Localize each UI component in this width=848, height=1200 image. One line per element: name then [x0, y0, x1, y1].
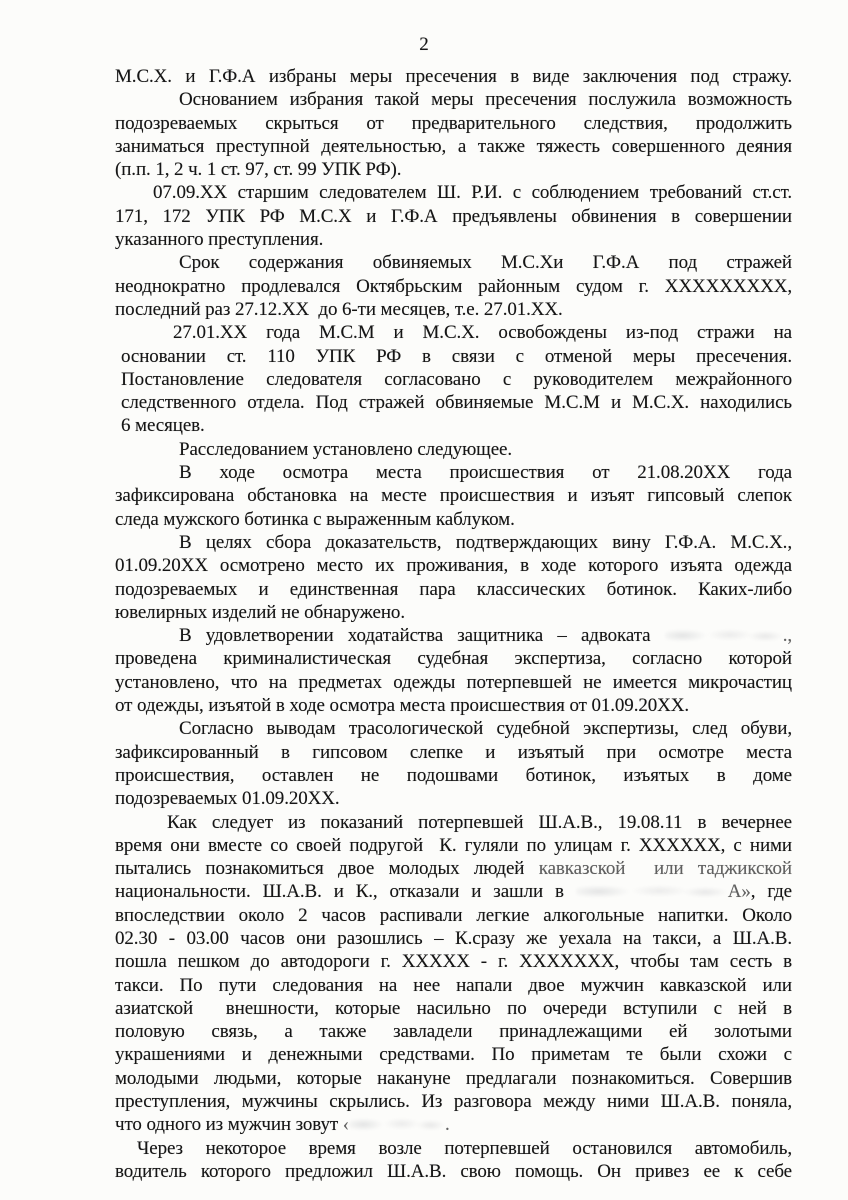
text-line [115, 764, 792, 787]
text-run: подозреваемых и единственная пара классических ботинок. Каких-либо [115, 578, 792, 600]
text-line [115, 950, 792, 973]
paragraph [121, 321, 792, 437]
text-run: азиатской внешности, которые насильно по очереди вступили с ней в [115, 997, 792, 1019]
text-line [115, 88, 792, 111]
text-line [115, 508, 792, 531]
text-line [115, 717, 792, 740]
text-run: проведена криминалистическая судебная экспертиза, согласно которой [115, 648, 792, 670]
text-run: Через некоторое время возле потерпевшей остановился автомобиль, [137, 1137, 792, 1159]
text-line [115, 554, 792, 577]
text-line [115, 228, 792, 251]
text-line [115, 904, 792, 927]
text-line [115, 601, 792, 624]
text-run: 01.09.20ХХ осмотрено место их проживания, в ходе которого изъята одежда [115, 555, 792, 577]
text-line [115, 298, 792, 321]
text-line [121, 391, 792, 414]
text-run: следственного отдела. Под стражей обвиняемые М.С.М и М.С.Х. находились [121, 392, 792, 414]
text-line [115, 694, 792, 717]
paragraph [115, 531, 792, 624]
text-line [121, 345, 792, 368]
paragraph [115, 438, 792, 461]
text-run: национальности. Ш.А.В. и К., отказали и зашли в [115, 881, 576, 903]
text-run: Как следует из показаний потерпевшей Ш.А.В., 19.08.11 в вечернее [167, 811, 792, 833]
paragraph [115, 181, 792, 251]
text-run: впоследствии около 2 часов распивали легкие алкогольные напитки. Около [115, 904, 792, 926]
text-run: пошла пешком до автодороги г. ХХХХХ - г. ХХХХХХХ, чтобы там сесть в [115, 951, 792, 973]
paragraph [115, 88, 792, 181]
text-run: половую связь, а также завладели принадлежащими ей золотыми [115, 1021, 792, 1043]
text-run: В удовлетворении ходатайства защитника – адвоката [179, 625, 665, 647]
text-line [115, 671, 792, 694]
text-line [115, 438, 792, 461]
text-run: молодыми людьми, которые накануне предлагали познакомиться. Совершив [115, 1067, 792, 1089]
text-run: Согласно выводам трасологической судебной экспертизы, след обуви, [179, 718, 792, 740]
text-line [115, 974, 792, 997]
paragraph [115, 624, 792, 717]
text-line [115, 112, 792, 135]
paragraph [115, 1137, 792, 1184]
text-line [115, 1113, 792, 1136]
paragraph [115, 65, 792, 88]
text-run: водитель которого предложил Ш.А.В. свою помощь. Он привез ее к себе [115, 1160, 792, 1182]
text-run: Основанием избрания такой меры пресечения послужила возможность [179, 89, 792, 111]
faded-text-run: кавказской или таджикской [538, 858, 792, 880]
text-line [115, 1043, 792, 1066]
text-line [115, 927, 792, 950]
text-run: 6 месяцев. [121, 415, 205, 437]
text-run: 171, 172 УПК РФ М.С.Х и Г.Ф.А предъявлены обвинения в совершении [115, 205, 792, 227]
text-line [115, 624, 792, 647]
text-run: подозреваемых скрыться от предварительного следствия, продолжить [115, 112, 792, 134]
text-line [115, 531, 792, 554]
text-line [115, 1020, 792, 1043]
text-line [115, 997, 792, 1020]
text-run: происшествия, оставлен не подошвами ботинок, изъятых в доме [115, 764, 792, 786]
text-run: основании ст. 110 УПК РФ в связи с отменой меры пресечения. [121, 345, 792, 367]
text-line [115, 1090, 792, 1113]
text-run: зафиксирована обстановка на месте происшествия и изъят гипсовый слепок [115, 485, 792, 507]
text-run: что одного из мужчин зовут [115, 1114, 343, 1136]
paragraph [115, 461, 792, 531]
text-run: указанного преступления. [115, 229, 324, 251]
text-line [115, 857, 792, 880]
text-run: ювелирных изделий не обнаружено. [115, 601, 405, 623]
paragraph [115, 251, 792, 321]
text-line [121, 414, 792, 437]
redaction-mark [665, 629, 783, 642]
text-run: украшениями и денежными средствами. По приметам те были схожи с [115, 1044, 792, 1066]
text-run: Постановление следователя согласовано с руководителем межрайонного [121, 368, 792, 390]
text-run: пытались познакомиться двое молодых людей [115, 858, 539, 880]
redaction-mark [349, 1118, 445, 1131]
text-line [115, 461, 792, 484]
paragraph [115, 717, 792, 810]
text-line [115, 1160, 792, 1183]
document-body [115, 65, 792, 1183]
faded-text-run: . [445, 1114, 450, 1136]
text-line [115, 484, 792, 507]
text-line [115, 834, 792, 857]
text-line [115, 275, 792, 298]
text-line [115, 647, 792, 670]
text-line [115, 741, 792, 764]
text-line [115, 158, 792, 181]
text-run: Расследованием установлено следующее. [179, 438, 513, 460]
faded-text-run: ‹ [342, 1114, 350, 1136]
page-number: 2 [419, 34, 429, 55]
text-run: от одежды, изъятой в ходе осмотра места происшествия от 01.09.20ХХ. [115, 695, 690, 717]
text-line [115, 251, 792, 274]
text-run: 07.09.ХХ старшим следователем Ш. Р.И. с соблюдением требований ст.ст. [153, 182, 792, 204]
text-run: последний раз 27.12.ХХ до 6-ти месяцев, т.е. 27.01.ХХ. [115, 298, 563, 320]
text-line [115, 205, 792, 228]
faded-text-run: А» [727, 881, 751, 903]
text-line [115, 135, 792, 158]
text-run: В целях сбора доказательств, подтверждающих вину Г.Ф.А. М.С.Х., [179, 531, 792, 553]
text-run: , где [750, 881, 792, 903]
text-run: зафиксированный в гипсовом слепке и изъятый при осмотре места [115, 741, 792, 763]
text-run: заниматься преступной деятельностью, а также тяжесть совершенного деяния [115, 135, 792, 157]
text-line [115, 811, 792, 834]
text-line [115, 880, 792, 903]
text-run: преступления, мужчины скрылись. Из разговора между ними Ш.А.В. поняла, [115, 1091, 792, 1113]
faded-text-run: ., [782, 625, 792, 647]
text-line [115, 65, 792, 88]
text-run: (п.п. 1, 2 ч. 1 ст. 97, ст. 99 УПК РФ). [115, 159, 402, 181]
text-run: неоднократно продлевался Октябрьским районным судом г. ХХХХХХХХХ, [115, 275, 792, 297]
text-line [121, 321, 792, 344]
text-line [115, 1137, 792, 1160]
text-run: установлено, что на предметах одежды потерпевшей не имеется микрочастиц [115, 671, 792, 693]
text-run: время они вместе со своей подругой К. гуляли по улицам г. ХХХХХХ, с ними [115, 834, 792, 856]
text-run: следа мужского ботинка с выраженным каблуком. [115, 508, 515, 530]
text-line [121, 368, 792, 391]
redaction-mark [576, 885, 728, 898]
text-line [115, 787, 792, 810]
text-line [115, 578, 792, 601]
paragraph [115, 811, 792, 1137]
text-line [115, 181, 792, 204]
text-line [115, 1067, 792, 1090]
text-run: Срок содержания обвиняемых М.С.Хи Г.Ф.А под стражей [179, 252, 792, 274]
text-run: М.С.Х. и Г.Ф.А избраны меры пресечения в виде заключения под стражу. [115, 66, 792, 87]
text-run: В ходе осмотра места происшествия от 21.08.20ХХ года [179, 462, 792, 484]
text-run: 02.30 - 03.00 часов они разошлись – К.сразу же уехала на такси, а Ш.А.В. [115, 927, 792, 949]
text-run: подозреваемых 01.09.20ХХ. [115, 788, 340, 810]
text-run: 27.01.ХХ года М.С.М и М.С.Х. освобождены из-под стражи на [173, 322, 792, 344]
text-run: такси. По пути следования на нее напали двое мужчин кавказской или [115, 974, 792, 996]
